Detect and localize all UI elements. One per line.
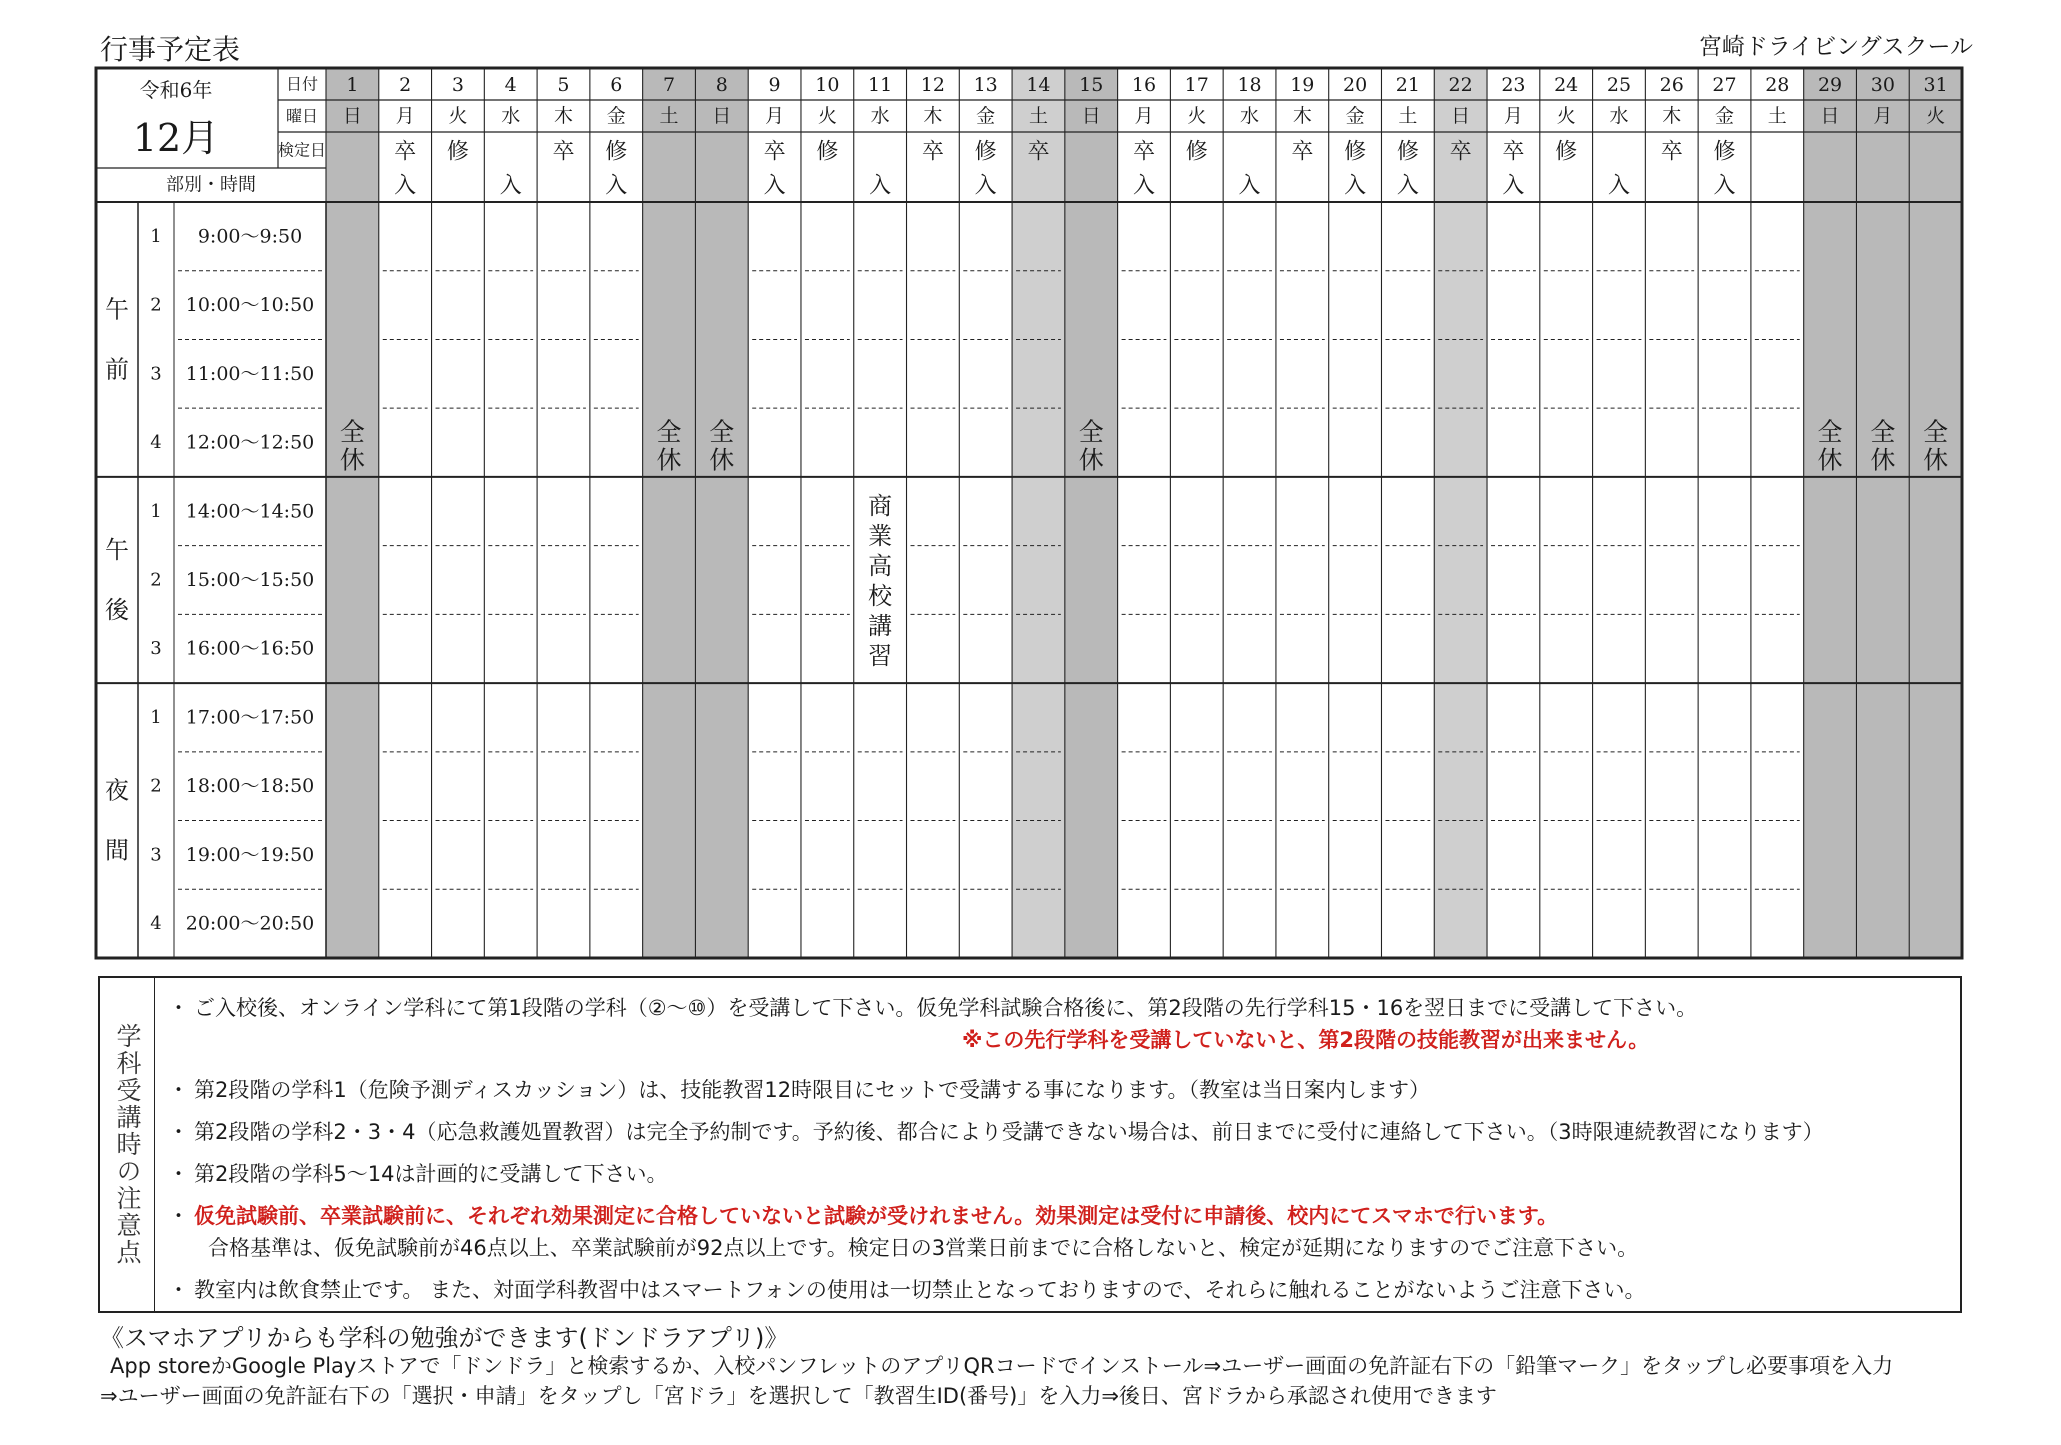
day-20-weekday: 金: [1345, 105, 1365, 127]
day-28-date: 28: [1765, 74, 1790, 96]
day-27-weekday: 金: [1715, 105, 1735, 127]
notes-side-label: 学科受講時の注意点: [100, 978, 155, 1311]
section-0-period-4-number: 4: [150, 432, 162, 454]
day-24-date: 24: [1554, 74, 1579, 96]
notes-box: [98, 976, 1962, 1313]
day-6-exam-top: 修: [605, 139, 628, 165]
day-14-date: 14: [1026, 74, 1051, 96]
day-27-date: 27: [1712, 74, 1737, 96]
day-4-exam-bottom: 入: [499, 173, 522, 199]
era-year-label: 令和6年: [139, 78, 213, 102]
date-row-label: 日付: [285, 74, 319, 94]
day-19-weekday: 木: [1292, 105, 1312, 127]
day-17-exam-top: 修: [1185, 139, 1208, 165]
day-16-exam-bottom: 入: [1132, 173, 1156, 199]
section-1-period-1-time: 14:00～14:50: [185, 500, 315, 523]
day-1-weekday: 日: [342, 105, 362, 127]
section-0-period-1-time: 9:00～9:50: [197, 225, 303, 248]
day-9-exam-bottom: 入: [763, 173, 786, 199]
event-char-5: 習: [868, 642, 893, 670]
day-31-closed-2: 休: [1923, 445, 1949, 475]
school-name: 宮崎ドライビングスクール: [1698, 34, 1973, 60]
day-18-weekday: 水: [1240, 105, 1260, 127]
day-3-exam-top: 修: [446, 139, 469, 165]
day-22-date: 22: [1448, 74, 1473, 96]
section-0-period-2-number: 2: [150, 294, 162, 316]
day-26-weekday: 木: [1662, 105, 1682, 127]
note-item-5-detail: 合格基準は、仮免試験前が46点以上、卒業試験前が92点以上です。検定日の3営業日前までに合格しないと、検定が延期になりますのでご注意下さい。: [208, 1236, 1639, 1260]
section-0-period-1-number: 1: [150, 225, 162, 247]
section-0-name-1: 午: [105, 295, 129, 324]
day-2-date: 2: [399, 74, 412, 96]
day-30-closed-2: 休: [1870, 445, 1896, 475]
day-10-weekday: 火: [817, 105, 837, 127]
day-13-weekday: 金: [976, 105, 996, 127]
day-23-date: 23: [1501, 74, 1526, 96]
section-2-period-4-number: 4: [150, 913, 162, 935]
section-1-name-1: 午: [105, 536, 129, 564]
section-2-period-2-time: 18:00～18:50: [185, 775, 315, 798]
day-4-weekday: 水: [501, 105, 521, 127]
day-3-weekday: 火: [448, 105, 468, 127]
day-12-exam-top: 卒: [921, 139, 944, 165]
app-instructions-line2: ⇒ユーザー画面の免許証右下の「選択・申請」をタップし「宮ドラ」を選択して「教習生ID(番号)」を入力⇒後日、宮ドラから承認され使用できます: [100, 1384, 1497, 1408]
day-30-date: 30: [1870, 74, 1895, 96]
day-29-date: 29: [1817, 74, 1843, 96]
section-2-period-4-time: 20:00～20:50: [185, 912, 315, 935]
day-11-date: 11: [868, 74, 893, 96]
day-23-exam-bottom: 入: [1502, 173, 1525, 199]
section-0-period-3-time: 11:00～11:50: [185, 362, 315, 385]
day-3-date: 3: [451, 74, 464, 96]
section-2-period-3-time: 19:00～19:50: [185, 843, 315, 866]
note-item-4: ・ 第2段階の学科5～14は計画的に受講して下さい。: [168, 1162, 668, 1186]
day-9-exam-top: 卒: [763, 139, 786, 165]
day-6-weekday: 金: [606, 105, 626, 127]
day-24-weekday: 火: [1556, 105, 1576, 127]
section-1-period-3-number: 3: [150, 638, 162, 660]
day-26-exam-top: 卒: [1660, 139, 1683, 165]
day-21-exam-top: 修: [1396, 139, 1419, 165]
day-16-weekday: 月: [1134, 105, 1154, 127]
day-20-exam-bottom: 入: [1344, 173, 1367, 199]
day-5-exam-top: 卒: [552, 139, 575, 165]
section-0-period-2-time: 10:00～10:50: [185, 294, 315, 317]
day-31-weekday: 火: [1926, 105, 1946, 127]
day-25-weekday: 水: [1609, 105, 1629, 127]
day-15-weekday: 日: [1081, 105, 1101, 127]
day-21-exam-bottom: 入: [1396, 173, 1419, 199]
day-9-weekday: 月: [765, 105, 785, 127]
day-8-date: 8: [715, 74, 728, 96]
day-10-date: 10: [815, 74, 840, 96]
day-16-exam-top: 卒: [1132, 139, 1156, 165]
event-char-0: 商: [868, 492, 893, 520]
month-label: 12月: [132, 116, 220, 160]
day-30-weekday: 月: [1873, 105, 1893, 127]
day-13-exam-bottom: 入: [974, 173, 997, 199]
day-22-weekday: 日: [1451, 105, 1471, 127]
day-14-weekday: 土: [1028, 105, 1048, 127]
section-1-period-2-number: 2: [150, 569, 162, 591]
section-1-period-2-time: 15:00～15:50: [185, 569, 315, 591]
section-0-period-3-number: 3: [150, 363, 162, 385]
section-header-label: 部別・時間: [166, 174, 256, 196]
day-25-date: 25: [1606, 74, 1632, 96]
section-2-name-2: 間: [105, 836, 129, 865]
section-1-name-2: 後: [105, 596, 129, 624]
day-21-weekday: 土: [1398, 105, 1418, 127]
day-2-exam-bottom: 入: [394, 173, 417, 199]
day-28-weekday: 土: [1767, 105, 1787, 127]
day-7-date: 7: [662, 74, 676, 96]
section-2-period-1-time: 17:00～17:50: [185, 706, 315, 729]
day-12-weekday: 木: [923, 105, 943, 127]
day-25-exam-bottom: 入: [1607, 173, 1630, 199]
day-19-exam-top: 卒: [1291, 139, 1314, 165]
event-char-3: 校: [868, 582, 893, 610]
day-23-weekday: 月: [1503, 105, 1523, 127]
event-char-1: 業: [868, 522, 893, 550]
event-char-4: 講: [868, 612, 893, 640]
day-11-exam-bottom: 入: [869, 173, 892, 199]
day-29-closed-2: 休: [1817, 445, 1843, 475]
day-22-exam-top: 卒: [1449, 139, 1472, 165]
day-27-exam-bottom: 入: [1713, 173, 1736, 199]
day-4-date: 4: [504, 74, 517, 96]
day-27-exam-top: 修: [1713, 139, 1736, 165]
day-6-exam-bottom: 入: [605, 173, 628, 199]
section-2-period-3-number: 3: [150, 844, 162, 866]
section-1-period-3-time: 16:00～16:50: [185, 637, 315, 660]
day-5-weekday: 木: [553, 105, 573, 127]
day-15-date: 15: [1079, 74, 1104, 96]
day-2-weekday: 月: [395, 105, 415, 127]
section-2-period-2-number: 2: [150, 775, 162, 797]
day-23-exam-top: 卒: [1502, 139, 1525, 165]
day-11-weekday: 水: [870, 105, 890, 127]
section-2-period-1-number: 1: [150, 706, 162, 728]
day-18-date: 18: [1237, 74, 1262, 96]
day-20-exam-top: 修: [1344, 139, 1367, 165]
day-13-date: 13: [973, 74, 998, 96]
day-18-exam-bottom: 入: [1238, 173, 1261, 199]
day-15-closed-2: 休: [1078, 445, 1104, 475]
day-1-closed-1: 全: [339, 417, 365, 447]
day-26-date: 26: [1659, 74, 1684, 96]
day-16-date: 16: [1131, 74, 1157, 96]
note-item-2: ・ 第2段階の学科1（危険予測ディスカッション）は、技能教習12時限目にセットで受講する事になります。（教室は当日案内します）: [168, 1078, 1430, 1102]
note-item-6: ・ 教室内は飲食禁止です。 また、対面学科教習中はスマートフォンの使用は一切禁止となっておりますので、それらに触れることがないようご注意下さい。: [168, 1278, 1646, 1302]
day-31-closed-1: 全: [1923, 417, 1949, 447]
day-8-closed-2: 休: [709, 445, 735, 475]
day-5-date: 5: [557, 74, 570, 96]
day-8-closed-1: 全: [709, 417, 735, 447]
document-title: 行事予定表: [100, 33, 241, 66]
day-20-date: 20: [1343, 74, 1368, 96]
section-2-name-1: 夜: [105, 776, 129, 805]
exam-row-label: 検定日: [277, 140, 327, 160]
day-8-weekday: 日: [712, 105, 732, 127]
day-19-date: 19: [1290, 74, 1315, 96]
day-24-exam-top: 修: [1555, 139, 1578, 165]
day-14-exam-top: 卒: [1027, 139, 1050, 165]
section-1-period-1-number: 1: [150, 500, 162, 522]
day-31-date: 31: [1923, 74, 1948, 96]
note-item-1-warning: ※この先行学科を受講していないと、第2段階の技能教習が出来ません。: [962, 1028, 1650, 1052]
day-12-date: 12: [920, 74, 945, 96]
day-29-weekday: 日: [1820, 105, 1840, 127]
day-15-closed-1: 全: [1078, 417, 1104, 447]
day-7-weekday: 土: [659, 105, 679, 127]
note-item-1: ・ ご入校後、オンライン学科にて第1段階の学科（②～⑩）を受講して下さい。仮免学科試験合格後に、第2段階の先行学科15・16を翌日までに受講して下さい。: [168, 996, 1698, 1020]
day-30-closed-1: 全: [1870, 417, 1896, 447]
day-9-date: 9: [768, 74, 781, 96]
day-7-closed-1: 全: [656, 417, 682, 447]
day-10-exam-top: 修: [816, 139, 839, 165]
app-instructions-line1: App storeかGoogle Playストアで「ドンドラ」と検索するか、入校パンフレットのアプリQRコードでインストール⇒ユーザー画面の免許証右下の「鉛筆マーク」をタップし必要事項を入力: [110, 1354, 1894, 1378]
weekday-row-label: 曜日: [285, 106, 319, 126]
day-2-exam-top: 卒: [394, 139, 417, 165]
day-29-closed-1: 全: [1817, 417, 1843, 447]
note-item-5: ・ 仮免試験前、卒業試験前に、それぞれ効果測定に合格していないと試験が受けれません。効果測定は受付に申請後、校内にてスマホで行います。: [168, 1204, 1559, 1228]
day-21-date: 21: [1395, 74, 1420, 96]
event-char-2: 高: [868, 552, 893, 580]
section-0-name-2: 前: [105, 355, 129, 384]
note-item-3: ・ 第2段階の学科2・3・4（応急救護処置教習）は完全予約制です。予約後、都合により受講できない場合は、前日までに受付に連絡して下さい。（3時限連続教習になります）: [168, 1120, 1824, 1144]
day-7-closed-2: 休: [656, 445, 682, 475]
day-17-weekday: 火: [1187, 105, 1207, 127]
day-17-date: 17: [1184, 74, 1209, 96]
day-13-exam-top: 修: [974, 139, 997, 165]
day-6-date: 6: [610, 74, 623, 96]
app-section-title: 《スマホアプリからも学科の勉強ができます(ドンドラアプリ)》: [100, 1324, 789, 1352]
day-1-closed-2: 休: [339, 445, 365, 475]
day-1-date: 1: [346, 74, 359, 96]
section-0-period-4-time: 12:00～12:50: [185, 431, 315, 454]
